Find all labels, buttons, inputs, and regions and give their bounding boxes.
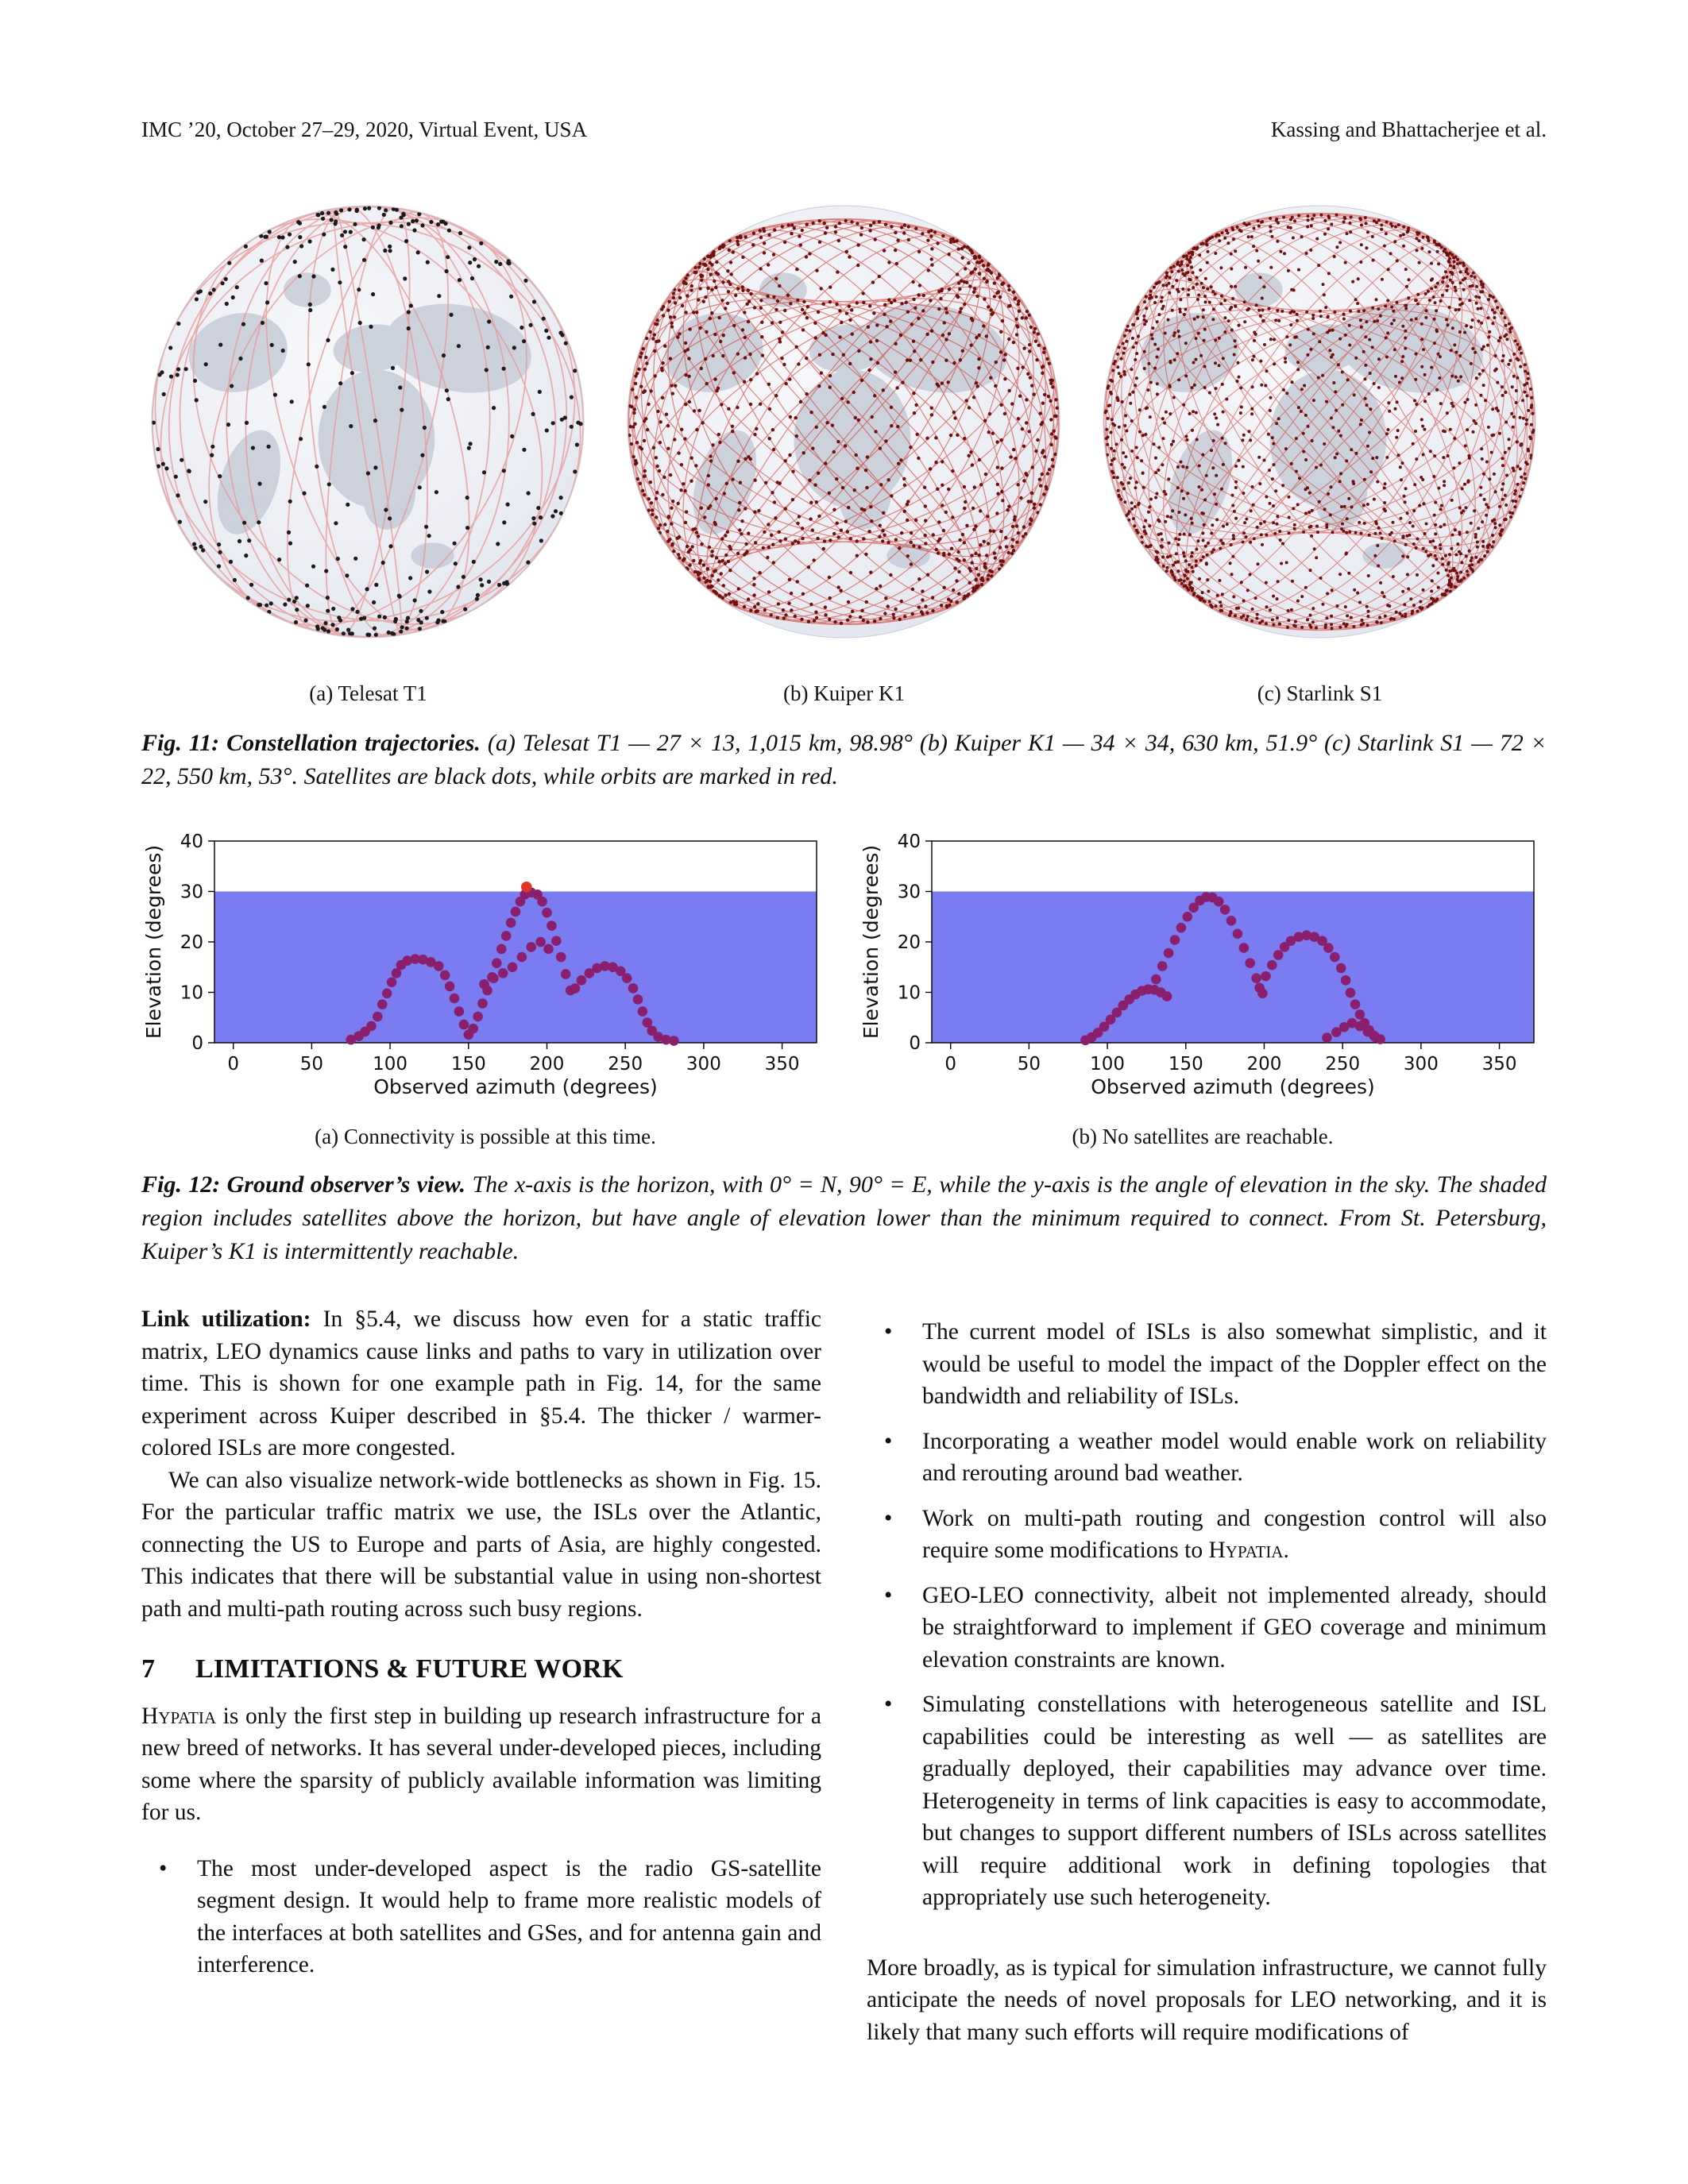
svg-text:50: 50 — [1017, 1054, 1041, 1075]
svg-text:250: 250 — [1325, 1054, 1361, 1075]
text-segment: The current model of ISLs is also somewhat simplistic, and it would be useful to model the impact of the Doppler effect on the bandwidth and reliability of ISLs. — [922, 1319, 1547, 1409]
svg-text:200: 200 — [529, 1054, 565, 1075]
figure-11-caption — [141, 727, 1547, 793]
globe-panel-c — [1093, 185, 1547, 706]
globe-subcaption: (a) Telesat T1 — [309, 681, 427, 705]
bullet-text — [197, 1853, 821, 1981]
text-segment: Fig. 12: — [141, 1171, 227, 1198]
svg-text:100: 100 — [1090, 1054, 1126, 1075]
svg-text:250: 250 — [608, 1054, 643, 1075]
bullet-text — [922, 1503, 1547, 1567]
plot-subcaption: (a) Connectivity is possible at this time. — [315, 1125, 656, 1148]
globe-panel-a — [141, 185, 595, 706]
x-axis-label: Observed azimuth (degrees) — [373, 1075, 658, 1098]
bullet-item — [867, 1426, 1547, 1490]
bullet-marker: • — [884, 1505, 893, 1531]
page-header — [141, 118, 1547, 142]
svg-text:100: 100 — [373, 1054, 408, 1075]
text-segment: Simulating constellations with heterogeneous satellite and ISL capabilities could be interesting as well — as satellites are gradually deployed, their capabilities may advance over time. Heterogeneity in terms of link capacities is easy to accommodate, but changes to support different numbers of ISLs across satellites will require additional work in defining topologies that appropriately use such heterogeneity. — [922, 1692, 1547, 1910]
bullet-marker: • — [884, 1319, 893, 1345]
reachable-satellite-point — [521, 882, 532, 893]
text-segment: (a) Telesat T1 — 27 × 13, 1,015 km, 98.98° (b) Kuiper K1 — 34 × 34, 630 km, 51.9° (c) Starlink S1 — 72 × 22, 550 km, 53°. Satellites are black dots, while orbits are marked in red. — [141, 730, 1547, 789]
text-segment: . — [1283, 1538, 1289, 1563]
text-segment: Incorporating a weather model would enable work on reliability and rerouting around bad weather. — [922, 1428, 1547, 1486]
svg-text:300: 300 — [686, 1054, 721, 1075]
bullet-item — [867, 1503, 1547, 1567]
elevation-scatter-svg — [859, 832, 1547, 1106]
section-number: 7 — [141, 1654, 156, 1684]
figure-11-globes — [141, 185, 1547, 706]
section-heading — [141, 1653, 821, 1686]
plot-subcaption: (b) No satellites are reachable. — [1072, 1125, 1334, 1148]
text-segment: We can also visualize network-wide bottlenecks as shown in Fig. 15. For the particular traffic matrix we use, the ISLs over the Atlantic, connecting the US to Europe and parts of Asia, are highly congested. This indicates that there will be substantial value in using non-shortest path and multi-path routing across such busy regions. — [141, 1467, 821, 1622]
elevation-scatter-svg — [141, 832, 829, 1106]
body-text — [141, 1303, 1547, 2048]
y-axis-label: Elevation (degrees) — [859, 844, 883, 1040]
svg-text:150: 150 — [1168, 1054, 1203, 1075]
text-segment: Work on multi-path routing and congestion control will also require some modifications to — [922, 1505, 1547, 1563]
paragraph — [141, 1464, 821, 1626]
svg-text:40: 40 — [180, 832, 203, 852]
text-segment: GEO-LEO connectivity, albeit not implemented already, should be straightforward to implement if GEO coverage and minimum elevation constraints are known. — [922, 1582, 1547, 1673]
observer-plot-a — [141, 832, 829, 1149]
bullet-marker: • — [884, 1692, 893, 1717]
bullet-text — [922, 1688, 1547, 1914]
figure-12-plots — [141, 832, 1547, 1149]
bullet-item — [867, 1316, 1547, 1413]
svg-text:0: 0 — [944, 1054, 957, 1075]
bullet-item — [867, 1580, 1547, 1677]
constellation-globe-svg — [1093, 185, 1547, 671]
observer-plot-b — [859, 832, 1547, 1149]
text-segment: More broadly, as is typical for simulation infrastructure, we cannot fully anticipate the needs of novel proposals for LEO networking, and it is likely that many such efforts will require modifications of — [867, 1954, 1547, 2045]
paragraph — [867, 1952, 1547, 2049]
header-conference: IMC ’20, October 27–29, 2020, Virtual Event, USA — [141, 118, 588, 141]
text-segment: Hypatia — [141, 1703, 217, 1729]
figure-12-caption — [141, 1168, 1547, 1268]
text-segment: Link utilization: — [141, 1306, 323, 1332]
bullet-marker: • — [884, 1428, 893, 1454]
svg-text:50: 50 — [299, 1054, 324, 1075]
text-segment: The x-axis is the horizon, with 0° = N, 90° = E, while the y-axis is the angle of elevation in the sky. The shaded region includes satellites above the horizon, but have angle of elevation lower than the minimum required to connect. From St. Petersburg, Kuiper’s K1 is intermittently reachable. — [141, 1171, 1547, 1264]
paragraph — [141, 1303, 821, 1464]
svg-text:30: 30 — [180, 882, 203, 903]
section-title: LIMITATIONS & FUTURE WORK — [195, 1654, 624, 1684]
text-segment: Ground observer’s view. — [226, 1171, 473, 1198]
svg-text:150: 150 — [450, 1054, 486, 1075]
globe-panel-b — [617, 185, 1071, 706]
x-axis-label: Observed azimuth (degrees) — [1091, 1075, 1375, 1098]
bullet-text — [922, 1316, 1547, 1413]
svg-text:20: 20 — [180, 932, 203, 953]
text-segment: Constellation trajectories. — [226, 730, 488, 756]
bullet-item — [867, 1688, 1547, 1914]
y-axis-label: Elevation (degrees) — [142, 844, 165, 1040]
svg-text:200: 200 — [1246, 1054, 1282, 1075]
text-segment: is only the first step in building up research infrastructure for a new breed of networks. It has several under-developed pieces, including some where the sparsity of publicly available information was limiting for us. — [141, 1703, 821, 1825]
text-segment: The most under-developed aspect is the radio GS-satellite segment design. It would help to frame more realistic models of the interfaces at both satellites and GSes, and for antenna gain and interference. — [197, 1855, 821, 1978]
svg-text:0: 0 — [191, 1033, 203, 1054]
svg-text:10: 10 — [897, 982, 921, 1004]
svg-text:350: 350 — [1481, 1054, 1517, 1075]
svg-text:10: 10 — [180, 982, 203, 1004]
constellation-globe-svg — [617, 185, 1071, 671]
svg-text:0: 0 — [909, 1033, 921, 1054]
svg-text:0: 0 — [227, 1054, 240, 1075]
svg-text:30: 30 — [897, 882, 921, 903]
paragraph — [141, 1700, 821, 1829]
constellation-globe-svg — [141, 185, 595, 671]
svg-text:300: 300 — [1403, 1054, 1439, 1075]
svg-text:40: 40 — [897, 832, 921, 852]
body-column-right — [867, 1303, 1547, 2048]
text-segment: Fig. 11: — [141, 730, 227, 756]
bullet-marker: • — [159, 1855, 168, 1881]
svg-text:350: 350 — [764, 1054, 800, 1075]
header-authors: Kassing and Bhattacherjee et al. — [1270, 118, 1547, 141]
text-segment: Hypatia — [1208, 1538, 1284, 1563]
bullet-item — [141, 1853, 821, 1981]
bullet-marker: • — [884, 1582, 893, 1608]
text-segment: In §5.4, we discuss how even for a static traffic matrix, LEO dynamics cause links and paths to vary in utilization over time. This is shown for one example path in Fig. 14, for the same experiment across Kuiper described in §5.4. The thicker / warmer-colored ISLs are more congested. — [141, 1306, 821, 1461]
bullet-text — [922, 1426, 1547, 1490]
body-column-left — [141, 1303, 821, 2048]
svg-text:20: 20 — [897, 932, 921, 953]
globe-subcaption: (b) Kuiper K1 — [783, 681, 905, 705]
globe-subcaption: (c) Starlink S1 — [1257, 681, 1383, 705]
figure-12 — [141, 832, 1547, 1268]
shaded-below-min-elevation-region — [932, 892, 1534, 1044]
bullet-text — [922, 1580, 1547, 1677]
figure-11 — [141, 185, 1547, 793]
